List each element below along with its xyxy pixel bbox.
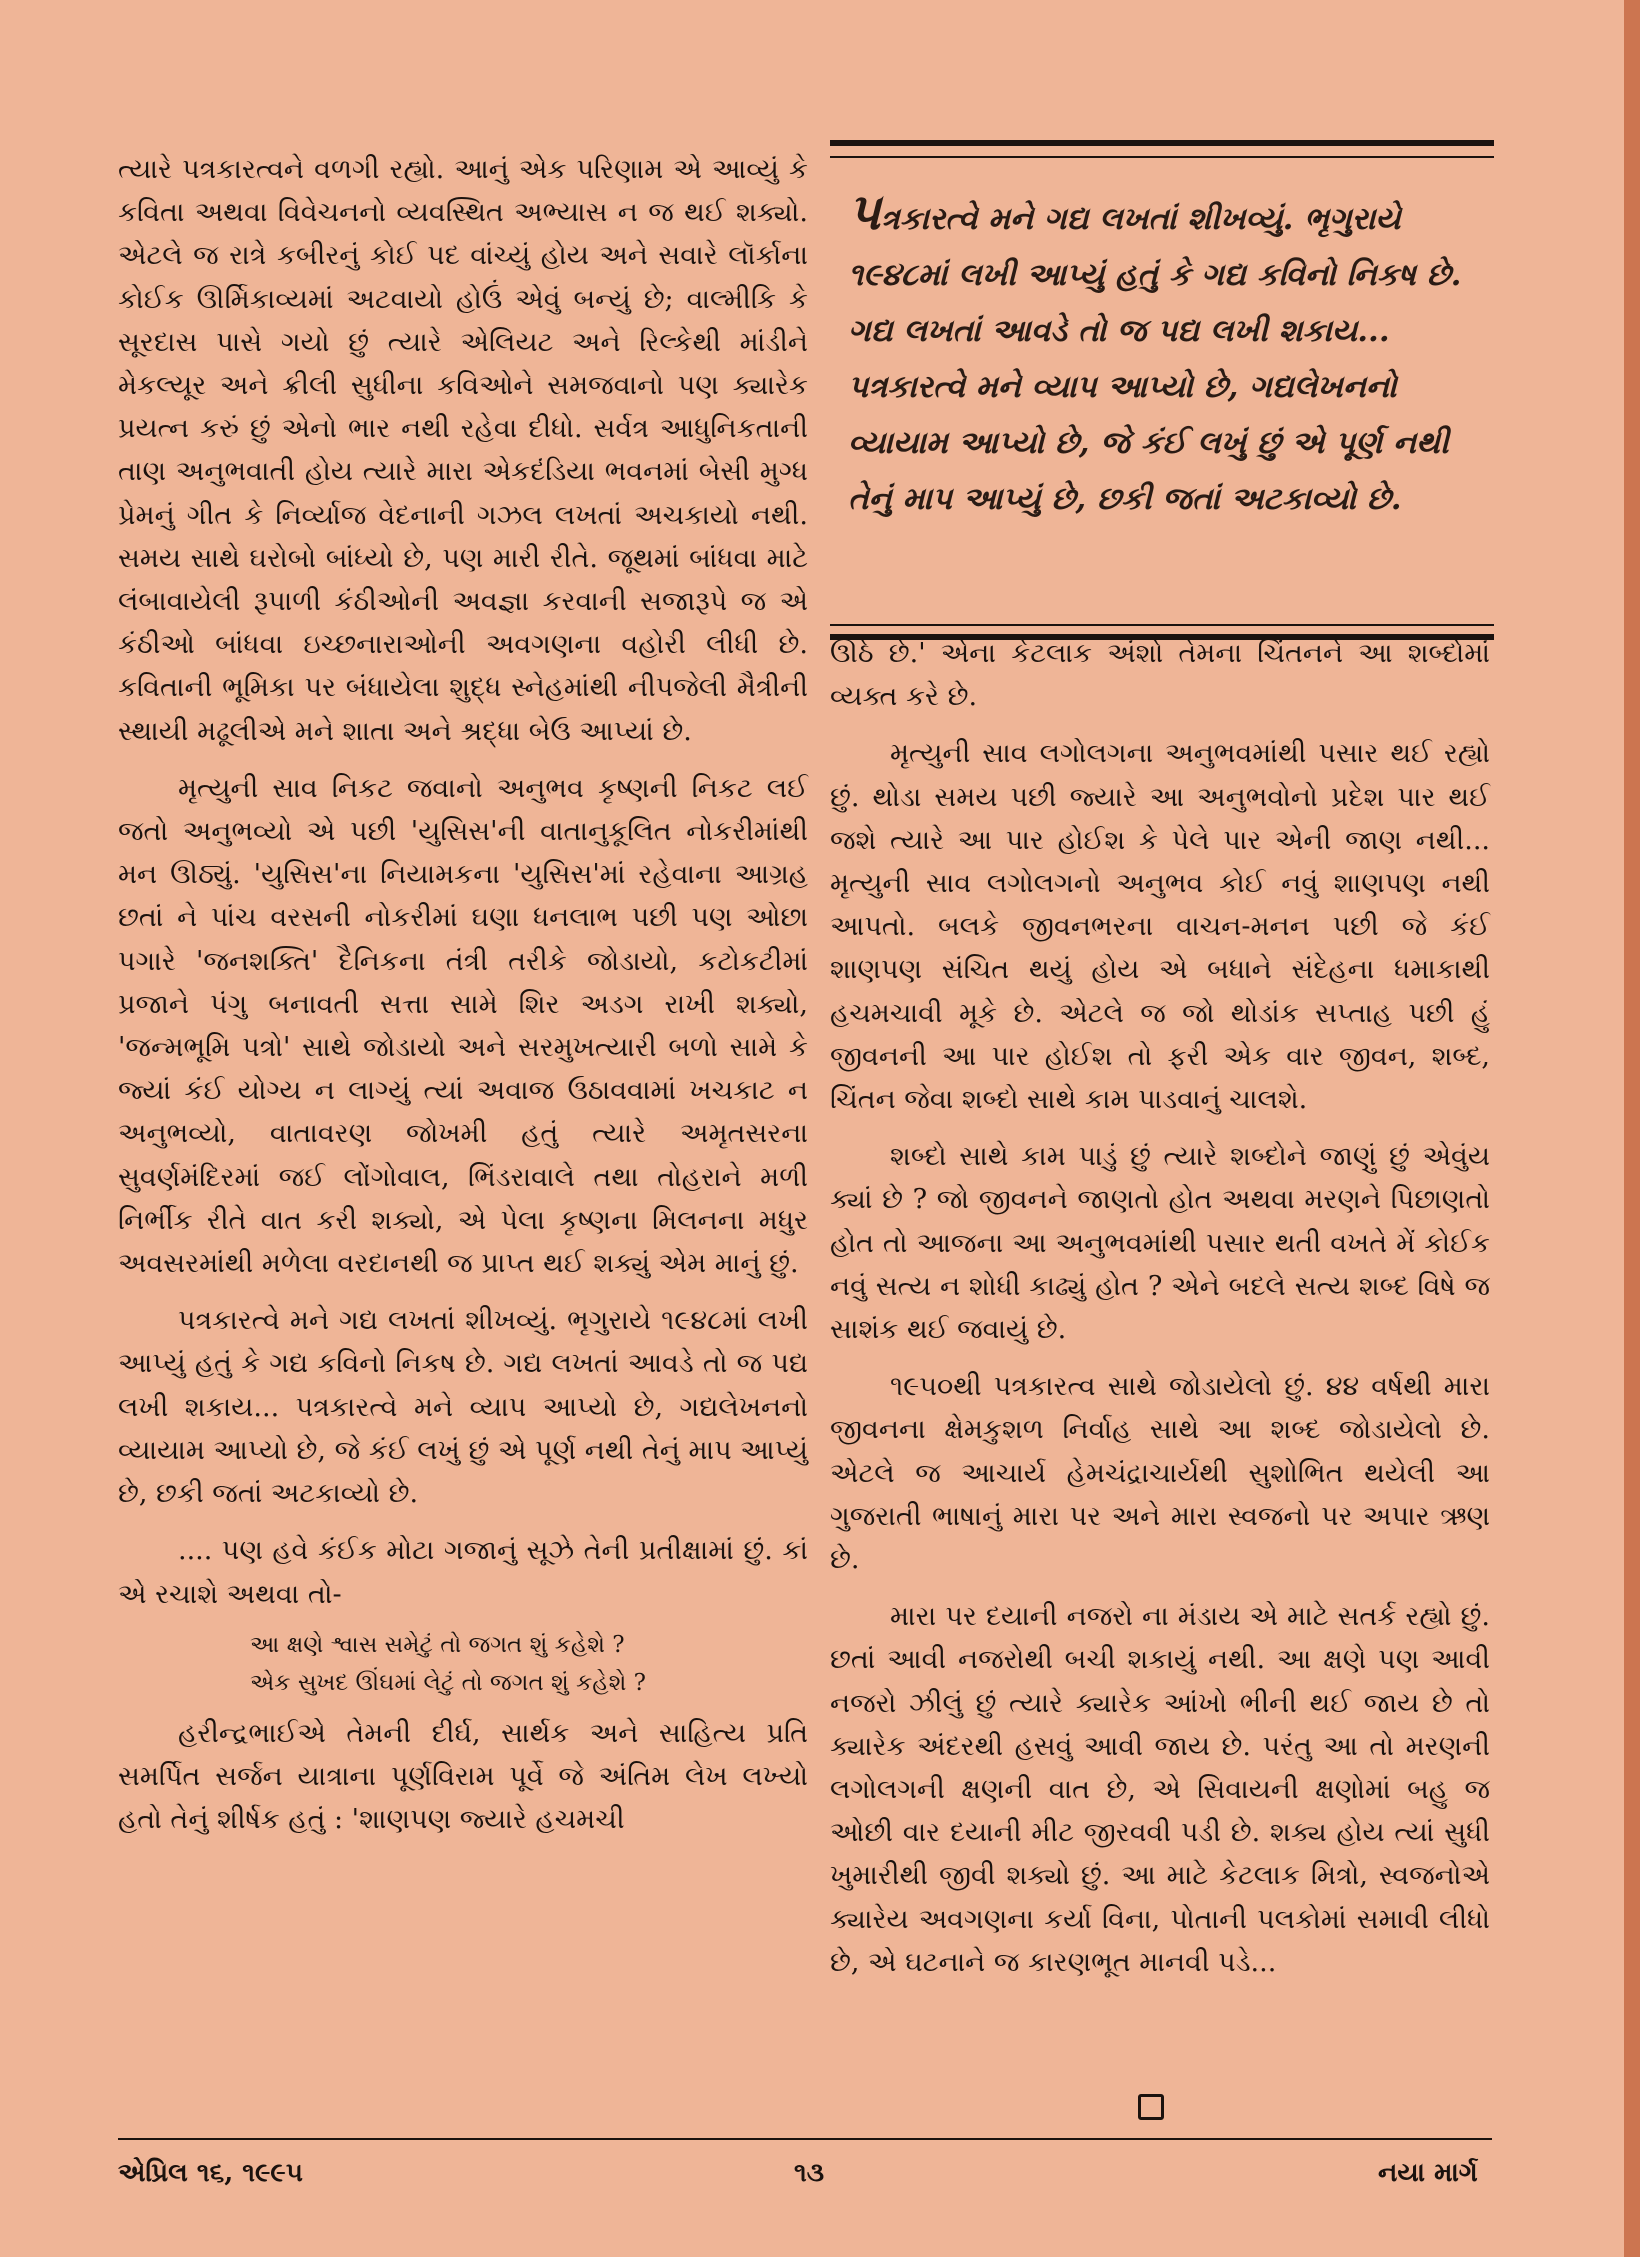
page-edge bbox=[1624, 0, 1640, 2257]
end-of-article-mark bbox=[1138, 2094, 1164, 2120]
paragraph: ઊઠે છે.' એના કેટલાક અંશો તેમના ચિંતનને આ શબ્દોમાં વ્યક્ત કરે છે. bbox=[830, 638, 1490, 713]
right-column bbox=[830, 632, 1490, 1998]
drop-cap: પ bbox=[848, 182, 881, 241]
rule-thin bbox=[830, 624, 1494, 626]
page-number: ૧૩ bbox=[794, 2158, 825, 2188]
poem-line: એક સુખદ ઊંઘમાં લેટું તો જગત શું કહેશે ? bbox=[250, 1669, 647, 1696]
paragraph: ૧૯૫૦થી પત્રકારત્વ સાથે જોડાયેલો છું. ૪૪ વર્ષથી મારા જીવનના ક્ષેમકુશળ નિર્વાહ સાથે આ શબ્દ જોડાયેલો છે. એટલે જ આચાર્ય હેમચંદ્રાચાર્યથી સુશોભિત થયેલી આ ગુજરાતી ભાષાનું મારા પર અને મારા સ્વજનો પર અપાર ઋણ છે. bbox=[830, 1371, 1490, 1576]
paragraph: પત્રકારત્વે મને ગદ્ય લખતાં શીખવ્યું. ભૃગુરાયે ૧૯૪૮માં લખી આપ્યું હતું કે ગદ્ય કવિનો નિકષ છે. ગદ્ય લખતાં આવડે તો જ પદ્ય લખી શકાય... પત્રકારત્વે મને વ્યાપ આપ્યો છે, ગદ્યલેખનનો વ્યાયામ આપ્યો છે, જે કંઈ લખું છું એ પૂર્ણ નથી તેનું માપ આપ્યું છે, છકી જતાં અટકાવ્યો છે. bbox=[118, 1305, 808, 1510]
poem-couplet bbox=[118, 1626, 808, 1702]
paragraph: હરીન્દ્રભાઈએ તેમની દીર્ઘ, સાર્થક અને સાહિત્ય પ્રતિ સમર્પિત સર્જન યાત્રાના પૂર્ણવિરામ પૂર્વે જે અંતિમ લેખ લખ્યો હતો તેનું શીર્ષક હતું : 'શાણપણ જ્યારે હચમચી bbox=[118, 1717, 808, 1836]
footer-date: એપ્રિલ ૧૬, ૧૯૯૫ bbox=[118, 2158, 303, 2188]
pull-quote bbox=[830, 140, 1494, 648]
pull-quote-body: ત્રકારત્વે મને ગદ્ય લખતાં શીખવ્યું. ભૃગુરાયે ૧૯૪૮માં લખી આપ્યું હતું કે ગદ્ય કવિનો નિકષ છે. ગદ્ય લખતાં આવડે તો જ પદ્ય લખી શકાય... પત્રકારત્વે મને વ્યાપ આપ્યો છે, ગદ્યલેખનનો વ્યાયામ આપ્યો છે, જે કંઈ લખું છું એ પૂર્ણ નથી તેનું માપ આપ્યું છે, છકી જતાં અટકાવ્યો છે. bbox=[848, 201, 1462, 517]
left-column bbox=[118, 148, 808, 1855]
pull-quote-text bbox=[848, 184, 1478, 527]
paragraph: શબ્દો સાથે કામ પાડું છું ત્યારે શબ્દોને જાણું છું એવુંય ક્યાં છે ? જો જીવનને જાણતો હોત અથવા મરણને પિછાણતો હોત તો આજના આ અનુભવમાંથી પસાર થતી વખતે મેં કોઈક નવું સત્ય ન શોધી કાઢ્યું હોત ? એને બદલે સત્ય શબ્દ વિષે જ સાશંક થઈ જવાયું છે. bbox=[830, 1141, 1490, 1346]
magazine-name: નયા માર્ગ bbox=[1378, 2158, 1478, 2188]
rule-thick bbox=[830, 140, 1494, 146]
paragraph: મારા પર દયાની નજરો ના મંડાય એ માટે સતર્ક રહ્યો છું. છતાં આવી નજરોથી બચી શકાયું નથી. આ ક્ષણે પણ આવી નજરો ઝીલું છું ત્યારે ક્યારેક આંખો ભીની થઈ જાય છે તો ક્યારેક અંદરથી હસવું આવી જાય છે. પરંતુ આ તો મરણની લગોલગની ક્ષણની વાત છે, એ સિવાયની ક્ષણોમાં બહુ જ ઓછી વાર દયાની મીટ જીરવવી પડી છે. શક્ય હોય ત્યાં સુધી ખુમારીથી જીવી શક્યો છું. આ માટે કેટલાક મિત્રો, સ્વજનોએ ક્યારેય અવગણના કર્યા વિના, પોતાની પલકોમાં સમાવી લીધો છે, એ ઘટનાને જ કારણભૂત માનવી પડે... bbox=[830, 1601, 1490, 1978]
paragraph: મૃત્યુની સાવ નિકટ જવાનો અનુભવ કૃષ્ણની નિકટ લઈ જતો અનુભવ્યો એ પછી 'યુસિસ'ની વાતાનુકૂલિત નોકરીમાંથી મન ઊઠ્યું. 'યુસિસ'ના નિયામકના 'યુસિસ'માં રહેવાના આગ્રહ છતાં ને પાંચ વરસની નોકરીમાં ઘણા ધનલાભ પછી પણ ઓછા પગારે 'જનશક્તિ' દૈનિકના તંત્રી તરીકે જોડાયો, કટોકટીમાં પ્રજાને પંગુ બનાવતી સત્તા સામે શિર અડગ રાખી શક્યો, 'જન્મભૂમિ પત્રો' સાથે જોડાયો અને સરમુખત્યારી બળો સામે કે જ્યાં કંઈ યોગ્ય ન લાગ્યું ત્યાં અવાજ ઉઠાવવામાં ખચકાટ ન અનુભવ્યો, વાતાવરણ જોખમી હતું ત્યારે અમૃતસરના સુવર્ણમંદિરમાં જઈ લોંગોવાલ, ભિંડરાવાલે તથા તોહરાને મળી નિર્ભીક રીતે વાત કરી શક્યો, એ પેલા કૃષ્ણના મિલનના મધુર અવસરમાંથી મળેલા વરદાનથી જ પ્રાપ્ત થઈ શક્યું એમ માનું છું. bbox=[118, 772, 808, 1280]
paragraph: મૃત્યુની સાવ લગોલગના અનુભવમાંથી પસાર થઈ રહ્યો છું. થોડા સમય પછી જ્યારે આ અનુભવોનો પ્રદેશ પાર થઈ જશે ત્યારે આ પાર હોઈશ કે પેલે પાર એની જાણ નથી... મૃત્યુની સાવ લગોલગનો અનુભવ કોઈ નવું શાણપણ નથી આપતો. બલકે જીવનભરના વાચન-મનન પછી જે કંઈ શાણપણ સંચિત થયું હોય એ બધાને સંદેહના ધમાકાથી હચમચાવી મૂકે છે. એટલે જ જો થોડાંક સપ્તાહ પછી હું જીવનની આ પાર હોઈશ તો ફરી એક વાર જીવન, શબ્દ, ચિંતન જેવા શબ્દો સાથે કામ પાડવાનું ચાલશે. bbox=[830, 738, 1490, 1116]
rule-thin bbox=[830, 156, 1494, 158]
paragraph: ત્યારે પત્રકારત્વને વળગી રહ્યો. આનું એક પરિણામ એ આવ્યું કે કવિતા અથવા વિવેચનનો વ્યવસ્થિત અભ્યાસ ન જ થઈ શક્યો. એટલે જ રાત્રે કબીરનું કોઈ પદ વાંચ્યું હોય અને સવારે લૉર્કાના કોઈક ઊર્મિકાવ્યમાં અટવાયો હોઉં એવું બન્યું છે; વાલ્મીકિ કે સૂરદાસ પાસે ગયો છું ત્યારે એલિયટ અને રિલ્કેથી માંડીને મેકલ્યૂર અને ક્રીલી સુધીના કવિઓને સમજવાનો પણ ક્યારેક પ્રયત્ન કરું છું એનો ભાર નથી રહેવા દીધો. સર્વત્ર આધુનિકતાની તાણ અનુભવાતી હોય ત્યારે મારા એકદંડિયા ભવનમાં બેસી મુગ્ધ પ્રેમનું ગીત કે નિર્વ્યાજ વેદનાની ગઝલ લખતાં અચકાયો નથી. સમય સાથે ઘરોબો બાંધ્યો છે, પણ મારી રીતે. જૂથમાં બાંધવા માટે લંબાવાયેલી રૂપાળી કંઠીઓની અવજ્ઞા કરવાની સજારૂપે જ એ કંઠીઓ બાંધવા ઇચ્છનારાઓની અવગણના વહોરી લીધી છે. કવિતાની ભૂમિકા પર બંધાયેલા શુદ્ધ સ્નેહમાંથી નીપજેલી મૈત્રીની સ્થાયી મઢૂલીએ મને શાતા અને શ્રદ્ધા બેઉ આપ્યાં છે. bbox=[118, 154, 808, 747]
poem-line: આ ક્ષણે શ્વાસ સમેટું તો જગત શું કહેશે ? bbox=[250, 1631, 625, 1658]
footer-rule bbox=[118, 2138, 1492, 2140]
paragraph: .... પણ હવે કંઈક મોટા ગજાનું સૂઝે તેની પ્રતીક્ષામાં છું. કાં એ રચાશે અથવા તો- bbox=[118, 1535, 808, 1610]
